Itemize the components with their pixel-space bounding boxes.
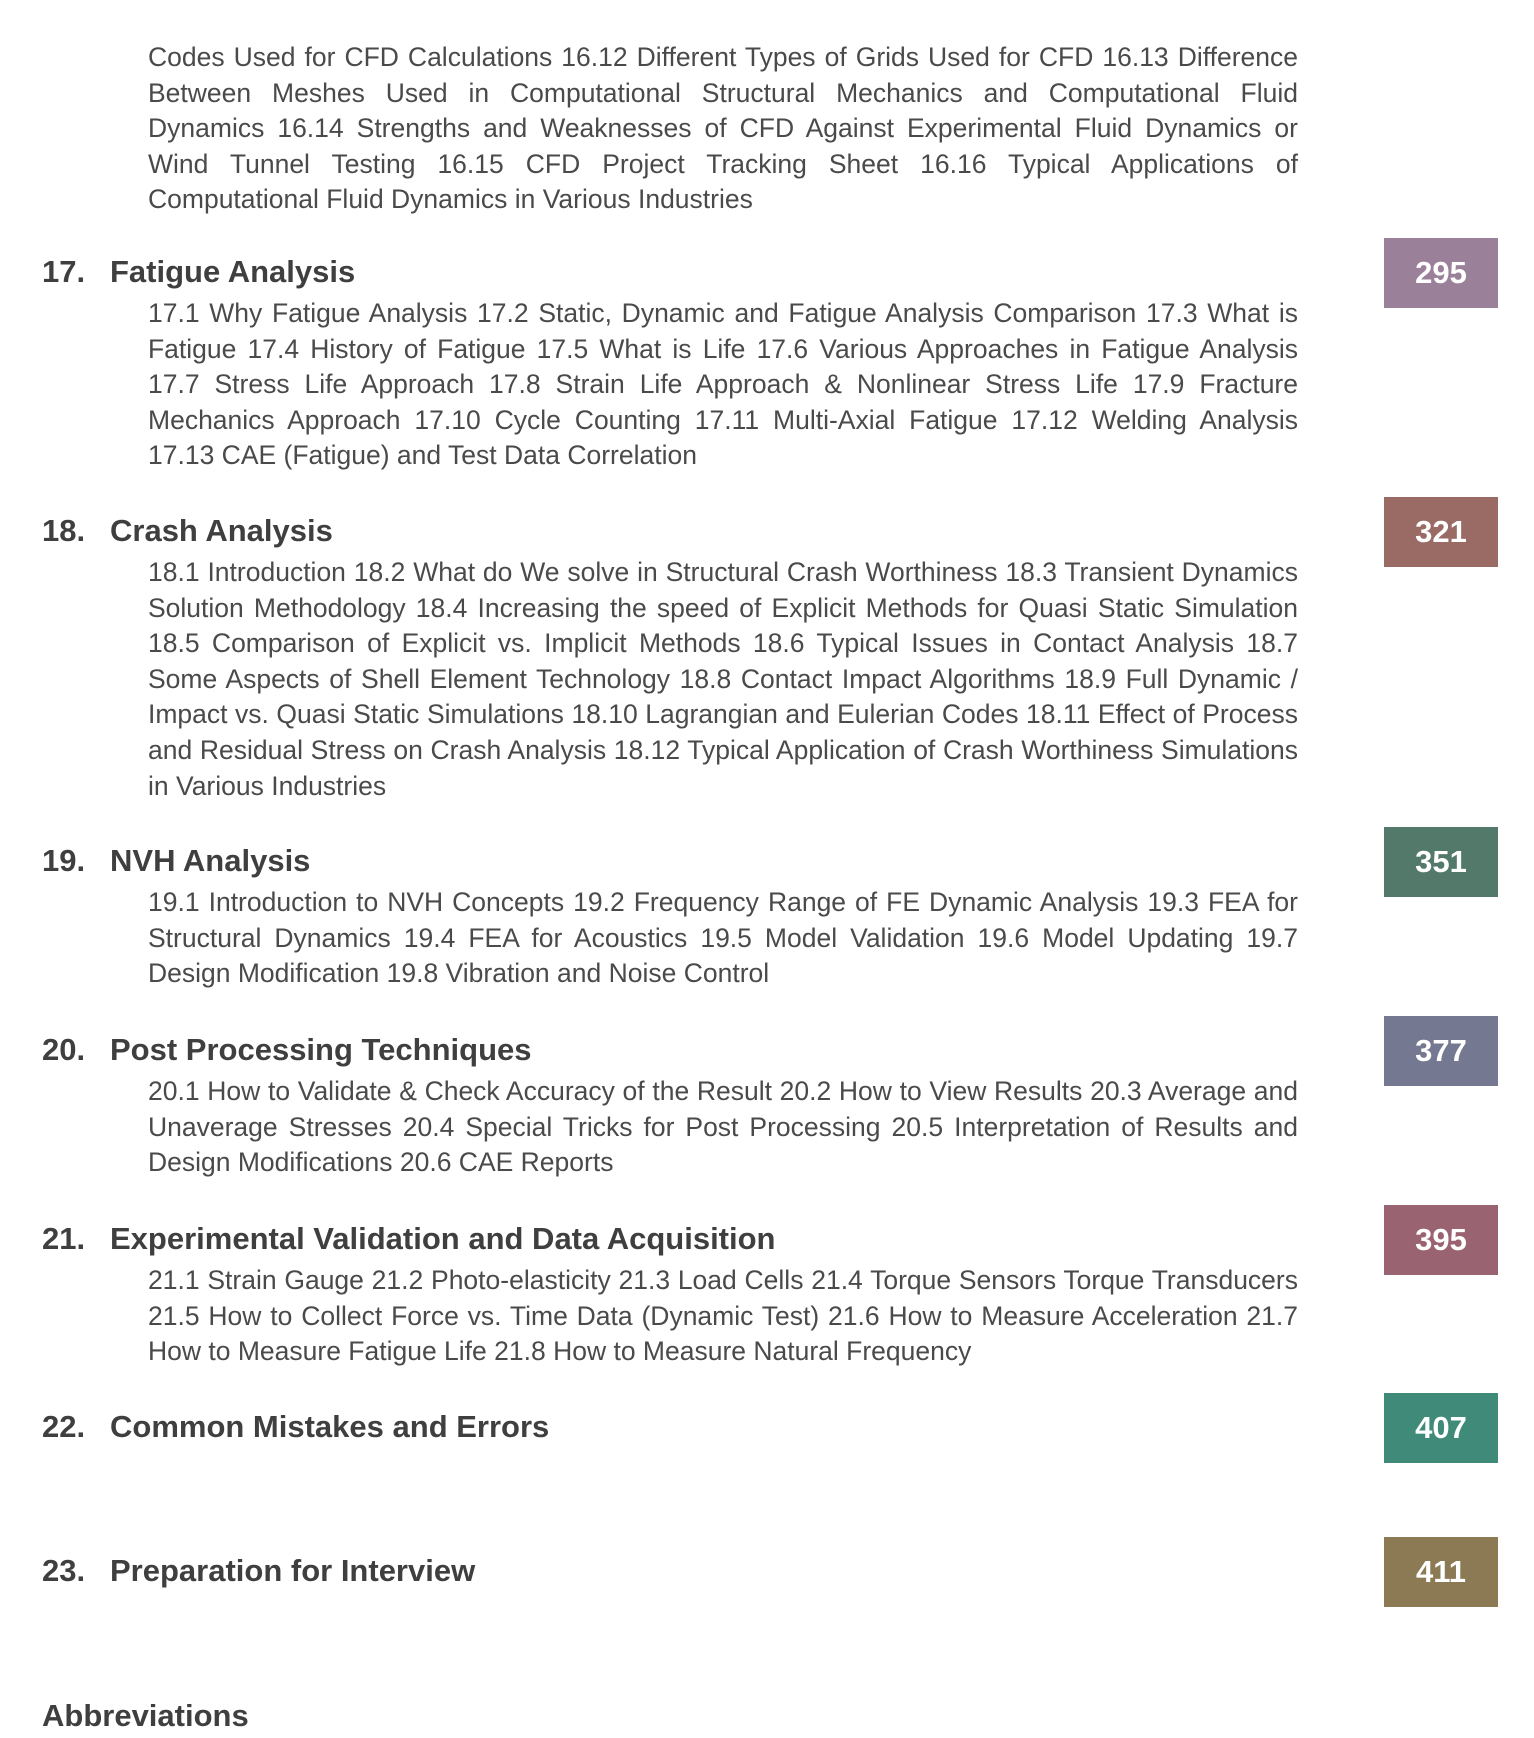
chapter-number: 17. <box>42 254 86 289</box>
page-number-badge[interactable]: 411 <box>1384 1537 1498 1607</box>
chapter-title[interactable]: Post Processing Techniques <box>110 1032 532 1067</box>
chapter-number: 19. <box>42 843 86 878</box>
page-number-badge[interactable]: 395 <box>1384 1205 1498 1275</box>
chapter-contents: 21.1 Strain Gauge 21.2 Photo-elasticity 21.3 Load Cells 21.4 Torque Sensors Torque Transducers 21.5 How to Collect Force vs. Time Data (Dynamic Test) 21.6 How to Measure Acceleration 21.7 How to Measure Fatigue Life 21.8 How to Measure Natural Frequency <box>148 1265 1298 1367</box>
chapter-number: 18. <box>42 513 86 548</box>
chapter-title[interactable]: NVH Analysis <box>110 843 311 878</box>
chapter-number: 22. <box>42 1409 86 1444</box>
page-number-badge[interactable]: 351 <box>1384 827 1498 897</box>
chapter-contents: 18.1 Introduction 18.2 What do We solve in Structural Crash Worthiness 18.3 Transient Dynamics Solution Methodology 18.4 Increasing the speed of Explicit Methods for Quasi Static Simulation 18.5 Comparison of Explicit vs. Implicit Methods 18.6 Typical Issues in Contact Analysis 18.7 Some Aspects of Shell Element Technology 18.8 Contact Impact Algorithms 18.9 Full Dynamic / Impact vs. Quasi Static Simulations 18.10 Lagrangian and Eulerian Codes 18.11 Effect of Process and Residual Stress on Crash Analysis 18.12 Typical Application of Crash Worthiness Simulations in Various Industries <box>148 557 1298 801</box>
abbreviations-heading[interactable]: Abbreviations <box>42 1698 249 1733</box>
chapter-17 <box>0 250 1534 474</box>
chapter-contents: 19.1 Introduction to NVH Concepts 19.2 Frequency Range of FE Dynamic Analysis 19.3 FEA for Structural Dynamics 19.4 FEA for Acoustics 19.5 Model Validation 19.6 Model Updating 19.7 Design Modification 19.8 Vibration and Noise Control <box>148 887 1298 989</box>
page-number-badge[interactable]: 321 <box>1384 497 1498 567</box>
chapter-23 <box>0 1549 1534 1593</box>
chapter-16-contents-continuation: Codes Used for CFD Calculations 16.12 Different Types of Grids Used for CFD 16.13 Difference Between Meshes Used in Computational Structural Mechanics and Computational Fluid Dynamics 16.14 Strengths and Weaknesses of CFD Against Experimental Fluid Dynamics or Wind Tunnel Testing 16.15 CFD Project Tracking Sheet 16.16 Typical Applications of Computational Fluid Dynamics in Various Industries <box>148 42 1298 215</box>
chapter-title[interactable]: Fatigue Analysis <box>110 254 356 289</box>
chapter-number: 20. <box>42 1032 86 1067</box>
chapter-title[interactable]: Crash Analysis <box>110 513 333 548</box>
page-number-badge[interactable]: 295 <box>1384 238 1498 308</box>
page-number-badge[interactable]: 377 <box>1384 1016 1498 1086</box>
chapter-title[interactable]: Common Mistakes and Errors <box>110 1409 550 1444</box>
chapter-20 <box>0 1028 1534 1181</box>
chapter-contents: 17.1 Why Fatigue Analysis 17.2 Static, Dynamic and Fatigue Analysis Comparison 17.3 What is Fatigue 17.4 History of Fatigue 17.5 What is Life 17.6 Various Approaches in Fatigue Analysis 17.7 Stress Life Approach 17.8 Strain Life Approach & Nonlinear Stress Life 17.9 Fracture Mechanics Approach 17.10 Cycle Counting 17.11 Multi-Axial Fatigue 17.12 Welding Analysis 17.13 CAE (Fatigue) and Test Data Correlation <box>148 298 1298 471</box>
chapter-21 <box>0 1217 1534 1370</box>
chapter-number: 23. <box>42 1553 86 1588</box>
chapter-contents: 20.1 How to Validate & Check Accuracy of the Result 20.2 How to View Results 20.3 Average and Unaverage Stresses 20.4 Special Tricks for Post Processing 20.5 Interpretation of Results and Design Modifications 20.6 CAE Reports <box>148 1076 1298 1178</box>
page-number-badge[interactable]: 407 <box>1384 1393 1498 1463</box>
chapter-19 <box>0 839 1534 992</box>
chapter-number: 21. <box>42 1221 86 1256</box>
chapter-22 <box>0 1405 1534 1449</box>
chapter-title[interactable]: Experimental Validation and Data Acquisition <box>110 1221 776 1256</box>
chapter-title[interactable]: Preparation for Interview <box>110 1553 476 1588</box>
chapter-18 <box>0 509 1534 804</box>
